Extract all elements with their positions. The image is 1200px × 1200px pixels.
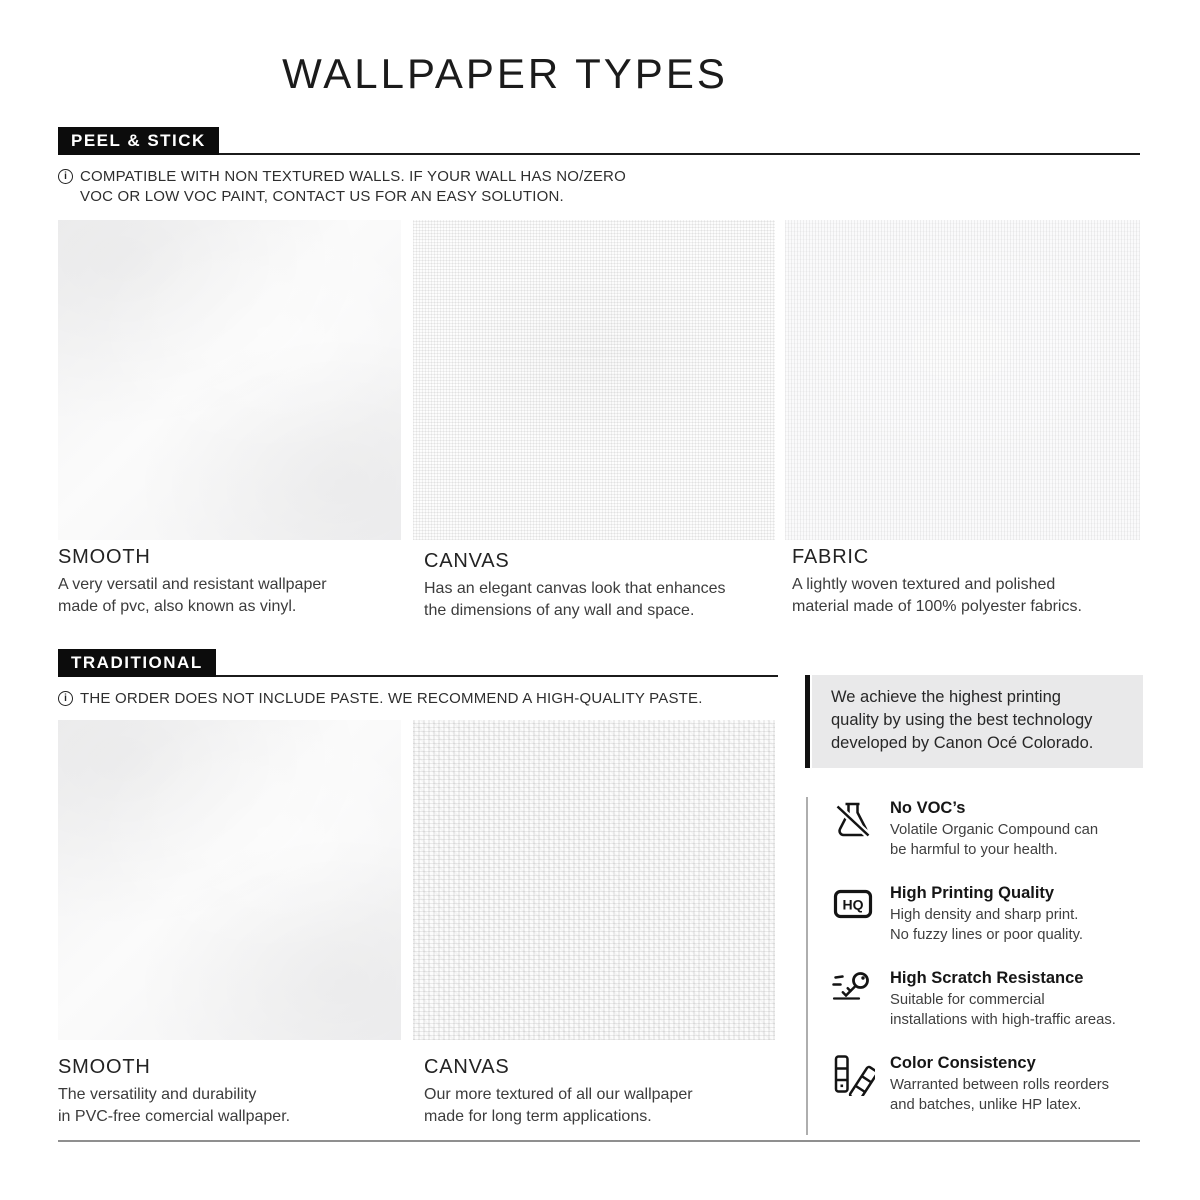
page-title: WALLPAPER TYPES <box>282 50 728 97</box>
swatch-title: SMOOTH <box>58 1056 151 1078</box>
hq-badge-icon <box>831 882 875 926</box>
traditional-note-line1: THE ORDER DOES NOT INCLUDE PASTE. WE RECOMMEND A HIGH-QUALITY PASTE. <box>80 690 703 707</box>
quote-line: developed by Canon Océ Colorado. <box>831 734 1094 752</box>
info-icon: i <box>58 169 73 184</box>
feature-desc-line: No fuzzy lines or poor quality. <box>890 927 1083 943</box>
peel-stick-divider-line <box>58 153 1140 155</box>
fabric-texture-image <box>785 220 1140 540</box>
peel-stick-section-badge: PEEL & STICK <box>58 127 219 155</box>
hq-icon-letters: HQ <box>842 896 864 913</box>
swatch-title: FABRIC <box>792 546 870 568</box>
quote-line: quality by using the best technology <box>831 711 1093 729</box>
feature-desc-line: Warranted between rolls reorders <box>890 1077 1110 1093</box>
feature-desc-line: and batches, unlike HP latex. <box>890 1097 1082 1113</box>
swatch-description-line: material made of 100% polyester fabrics. <box>792 598 1082 615</box>
swatch-title: CANVAS <box>424 550 510 572</box>
feature-desc-line: High density and sharp print. <box>890 907 1079 923</box>
swatch-title: CANVAS <box>424 1056 510 1078</box>
swatch-description-line: in PVC-free comercial wallpaper. <box>58 1108 291 1125</box>
feature-title: High Printing Quality <box>890 884 1055 902</box>
feature-desc-line: be harmful to your health. <box>890 842 1058 858</box>
swatch-description-line: A very versatil and resistant wallpaper <box>58 576 327 593</box>
swatch-description-line: made for long term applications. <box>424 1108 652 1125</box>
feature-title: High Scratch Resistance <box>890 969 1084 987</box>
traditional-section-badge: TRADITIONAL <box>58 649 216 677</box>
features-divider-line <box>806 797 808 1135</box>
bottom-divider-line <box>58 1140 1140 1142</box>
smooth-texture-image <box>58 220 401 540</box>
peel-stick-note-line2: VOC OR LOW VOC PAINT, CONTACT US FOR AN EASY SOLUTION. <box>80 188 564 205</box>
quote-line: We achieve the highest printing <box>831 688 1061 706</box>
swatch-description-line: Our more textured of all our wallpaper <box>424 1086 693 1103</box>
swatch-description-line: A lightly woven textured and polished <box>792 576 1056 593</box>
feature-title: No VOC’s <box>890 799 966 817</box>
swatch-description-line: Has an elegant canvas look that enhances <box>424 580 726 597</box>
info-icon: i <box>58 691 73 706</box>
color-swatches-icon <box>831 1052 875 1096</box>
swatch-description-line: The versatility and durability <box>58 1086 257 1103</box>
swatch-description-line: the dimensions of any wall and space. <box>424 602 695 619</box>
no-voc-flask-icon <box>831 799 875 843</box>
printing-quality-quote-box <box>812 675 1143 768</box>
canvas-texture-image <box>413 220 775 540</box>
feature-desc-line: Suitable for commercial <box>890 992 1045 1008</box>
swatch-title: SMOOTH <box>58 546 151 568</box>
quote-accent-bar <box>805 675 810 768</box>
feature-desc-line: installations with high-traffic areas. <box>890 1012 1116 1028</box>
smooth-texture-image <box>58 720 401 1040</box>
canvas-texture-image <box>413 720 775 1040</box>
key-scratch-icon <box>831 967 875 1011</box>
feature-desc-line: Volatile Organic Compound can <box>890 822 1099 838</box>
swatch-description-line: made of pvc, also known as vinyl. <box>58 598 297 615</box>
feature-title: Color Consistency <box>890 1054 1036 1072</box>
peel-stick-note-line1: COMPATIBLE WITH NON TEXTURED WALLS. IF YOUR WALL HAS NO/ZERO <box>80 168 626 185</box>
